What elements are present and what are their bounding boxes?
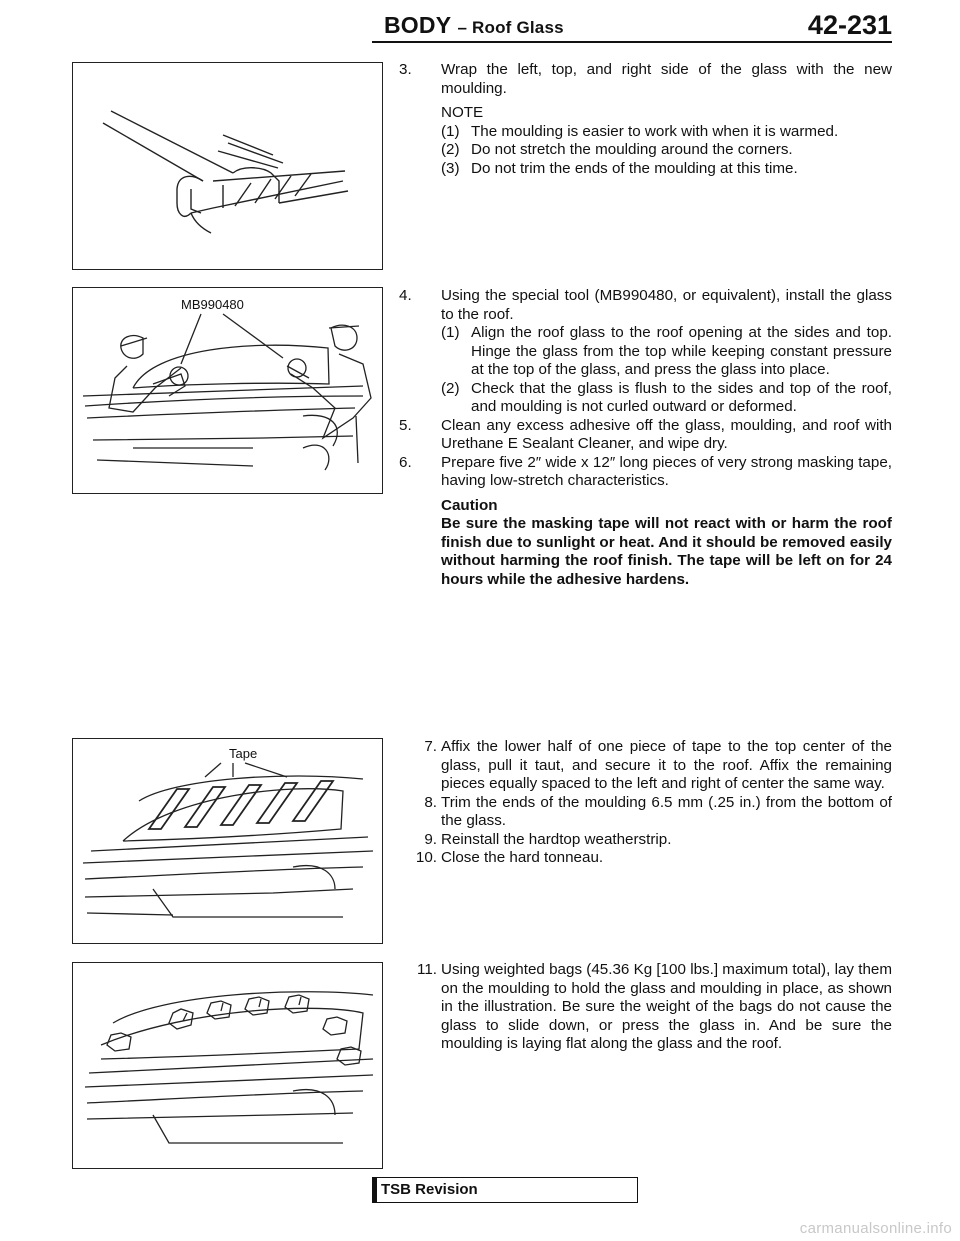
sub-step (399, 380, 892, 417)
figure-moulding-section (72, 62, 383, 270)
step-number: 3. (399, 61, 412, 78)
note-number: (2) (441, 141, 460, 158)
note-item (399, 123, 892, 142)
note-item (399, 141, 892, 160)
step-4 (399, 287, 892, 324)
page-header (372, 12, 892, 42)
step-text: Trim the ends of the moulding 6.5 mm (.25 in.) from the bottom of the glass. (441, 793, 892, 829)
note-number: (3) (441, 159, 460, 177)
step-number: 11. (417, 961, 437, 978)
page-title (384, 12, 564, 39)
step-number: 8. (424, 793, 437, 811)
figure-tape (72, 738, 383, 944)
step-number: 10. (415, 849, 437, 866)
step-number: 9. (424, 830, 437, 848)
tsb-bar (373, 1178, 377, 1202)
step-text: Prepare five 2″ wide x 12″ long pieces of very strong masking tape, having low-stretch characteristics. (441, 453, 892, 489)
sub-step-number: (1) (441, 324, 460, 341)
note-text: The moulding is easier to work with when it is warmed. (471, 122, 839, 140)
step-11 (399, 961, 892, 1054)
step-7-10-block (399, 738, 892, 868)
step-10 (399, 849, 892, 868)
sub-step-text: Align the roof glass to the roof opening at the sides and top. Hinge the glass from the top while keeping constant pressure at the top of the glass, and press the glass into place. (471, 324, 892, 378)
step-text: Using weighted bags (45.36 Kg [100 lbs.] maximum total), lay them on the moulding to hold the glass and moulding in place, as shown in the illustration. Be sure the weight of the bags do not cause the glass to slide down, or press the glass in. And be sure the moulding is laying flat along the glass and the roof. (441, 961, 892, 1052)
note-number: (1) (441, 122, 460, 140)
step-text: Reinstall the hardtop weatherstrip. (441, 830, 672, 848)
site-watermark: carmanualsonline.info (799, 1220, 952, 1237)
sub-step-number: (2) (441, 379, 460, 397)
step-11-block (399, 961, 892, 1054)
step-text: Clean any excess adhesive off the glass, moulding, and roof with Urethane E Sealant Cleaner, and wipe dry. (441, 416, 892, 452)
page-number: 42-231 (807, 10, 892, 40)
step-4-6-block (399, 287, 892, 589)
note-text: Do not trim the ends of the moulding at this time. (471, 159, 798, 177)
header-rule (372, 41, 892, 43)
note-item (399, 160, 892, 179)
caution-heading: Caution (441, 496, 498, 514)
step-3 (399, 61, 892, 98)
note-text: Do not stretch the moulding around the corners. (471, 141, 793, 158)
section-title: BODY (384, 12, 451, 38)
moulding-section-illustration (73, 63, 384, 271)
figure-install-glass (72, 287, 383, 494)
caution-text: Be sure the masking tape will not react with or harm the roof finish due to sunlight or heat. And it should be removed easily without harming the roof finish. The tape will be left on for 24 hours while the adhesive hardens. (441, 515, 892, 588)
figure-weighted-bags (72, 962, 383, 1169)
tape-callout-label: Tape (229, 746, 258, 761)
sub-step (399, 324, 892, 380)
tsb-revision-box (372, 1177, 638, 1203)
section-subtitle: – Roof Glass (457, 18, 564, 37)
step-number: 5. (399, 416, 412, 434)
step-number: 4. (399, 287, 412, 304)
weighted-bags-illustration (73, 963, 384, 1170)
step-number: 7. (424, 738, 437, 755)
tool-callout-label: MB990480 (181, 297, 244, 312)
step-text: Wrap the left, top, and right side of the glass with the new moulding. (441, 61, 892, 97)
step-7 (399, 738, 892, 794)
sub-step-text: Check that the glass is flush to the sides and top of the roof, and moulding is not curled outward or deformed. (471, 379, 892, 415)
step-5 (399, 417, 892, 454)
install-glass-illustration (73, 288, 384, 495)
step-8 (399, 794, 892, 831)
step-9 (399, 831, 892, 850)
step-text: Using the special tool (MB990480, or equivalent), install the glass to the roof. (441, 287, 892, 323)
tape-illustration (73, 739, 384, 945)
step-text: Close the hard tonneau. (441, 849, 604, 866)
step-text: Affix the lower half of one piece of tape to the top center of the glass, pull it taut, and secure it to the roof. Affix the remaining pieces equally spaced to the left and right of center the same way. (441, 738, 892, 792)
step-6 (399, 454, 892, 491)
note-heading: NOTE (441, 104, 484, 121)
step-number: 6. (399, 453, 412, 471)
tsb-revision-label: TSB Revision (381, 1181, 478, 1198)
step-3-block (399, 61, 892, 178)
